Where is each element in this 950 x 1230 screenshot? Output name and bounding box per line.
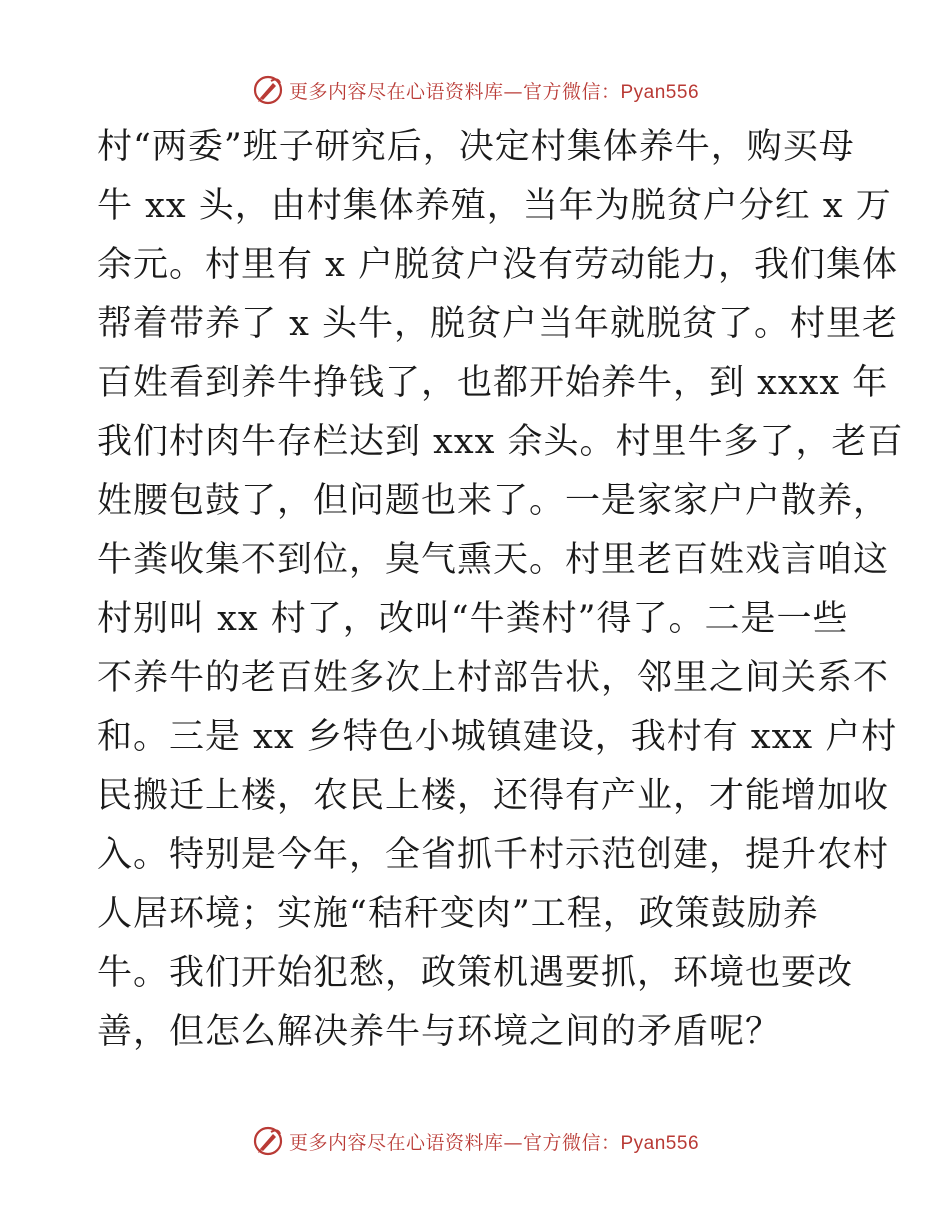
- footer-separator: —: [503, 1131, 523, 1154]
- text-line: 人居环境；实施“秸秆变肉”工程，政策鼓励养: [97, 894, 819, 934]
- text-line: 姓腰包鼓了，但问题也来了。一是家家户户散养，: [97, 481, 890, 521]
- footer-promo-text: [289, 1128, 699, 1155]
- pen-logo-icon: [251, 73, 285, 107]
- text-line: 民搬迁上楼，农民上楼，还得有产业，才能增加收: [97, 776, 890, 816]
- text-line: 善，但怎么解决养牛与环境之间的矛盾呢？: [97, 1012, 782, 1052]
- text-line: 牛 xx 头，由村集体养殖，当年为脱贫户分红 x 万: [97, 186, 892, 226]
- text-line: 余元。村里有 x 户脱贫户没有劳动能力，我们集体: [97, 245, 898, 285]
- header-promo: 更多内容尽在心语资料库: [288, 80, 504, 103]
- footer-wechat-label: 官方微信：: [522, 1131, 621, 1154]
- header-banner: [0, 70, 950, 110]
- text-line: 百姓看到养牛挣钱了，也都开始养牛，到 xxxx 年: [97, 363, 889, 403]
- footer-wechat-id: Pyan556: [620, 1132, 700, 1154]
- header-wechat-id: Pyan556: [620, 81, 700, 103]
- text-line: 我们村肉牛存栏达到 xxx 余头。村里牛多了，老百: [97, 422, 904, 462]
- header-wechat-label: 官方微信：: [522, 80, 621, 103]
- text-line: 不养牛的老百姓多次上村部告状，邻里之间关系不: [97, 658, 890, 698]
- header-separator: —: [503, 80, 523, 103]
- text-line: 村“两委”班子研究后，决定村集体养牛，购买母: [97, 127, 855, 167]
- text-line: 村别叫 xx 村了，改叫“牛粪村”得了。二是一些: [97, 599, 849, 639]
- body-paragraph: [97, 118, 904, 1062]
- pen-logo-icon: [251, 1124, 285, 1158]
- text-line: 帮着带养了 x 头牛，脱贫户当年就脱贫了。村里老: [97, 304, 898, 344]
- header-promo-text: [289, 77, 699, 104]
- footer-promo: 更多内容尽在心语资料库: [288, 1131, 504, 1154]
- footer-banner: [0, 1121, 950, 1161]
- text-line: 入。特别是今年，全省抓千村示范创建，提升农村: [97, 835, 890, 875]
- text-line: 牛粪收集不到位，臭气熏天。村里老百姓戏言咱这: [97, 540, 890, 580]
- text-line: 牛。我们开始犯愁，政策机遇要抓，环境也要改: [97, 953, 854, 993]
- text-line: 和。三是 xx 乡特色小城镇建设，我村有 xxx 户村: [97, 717, 898, 757]
